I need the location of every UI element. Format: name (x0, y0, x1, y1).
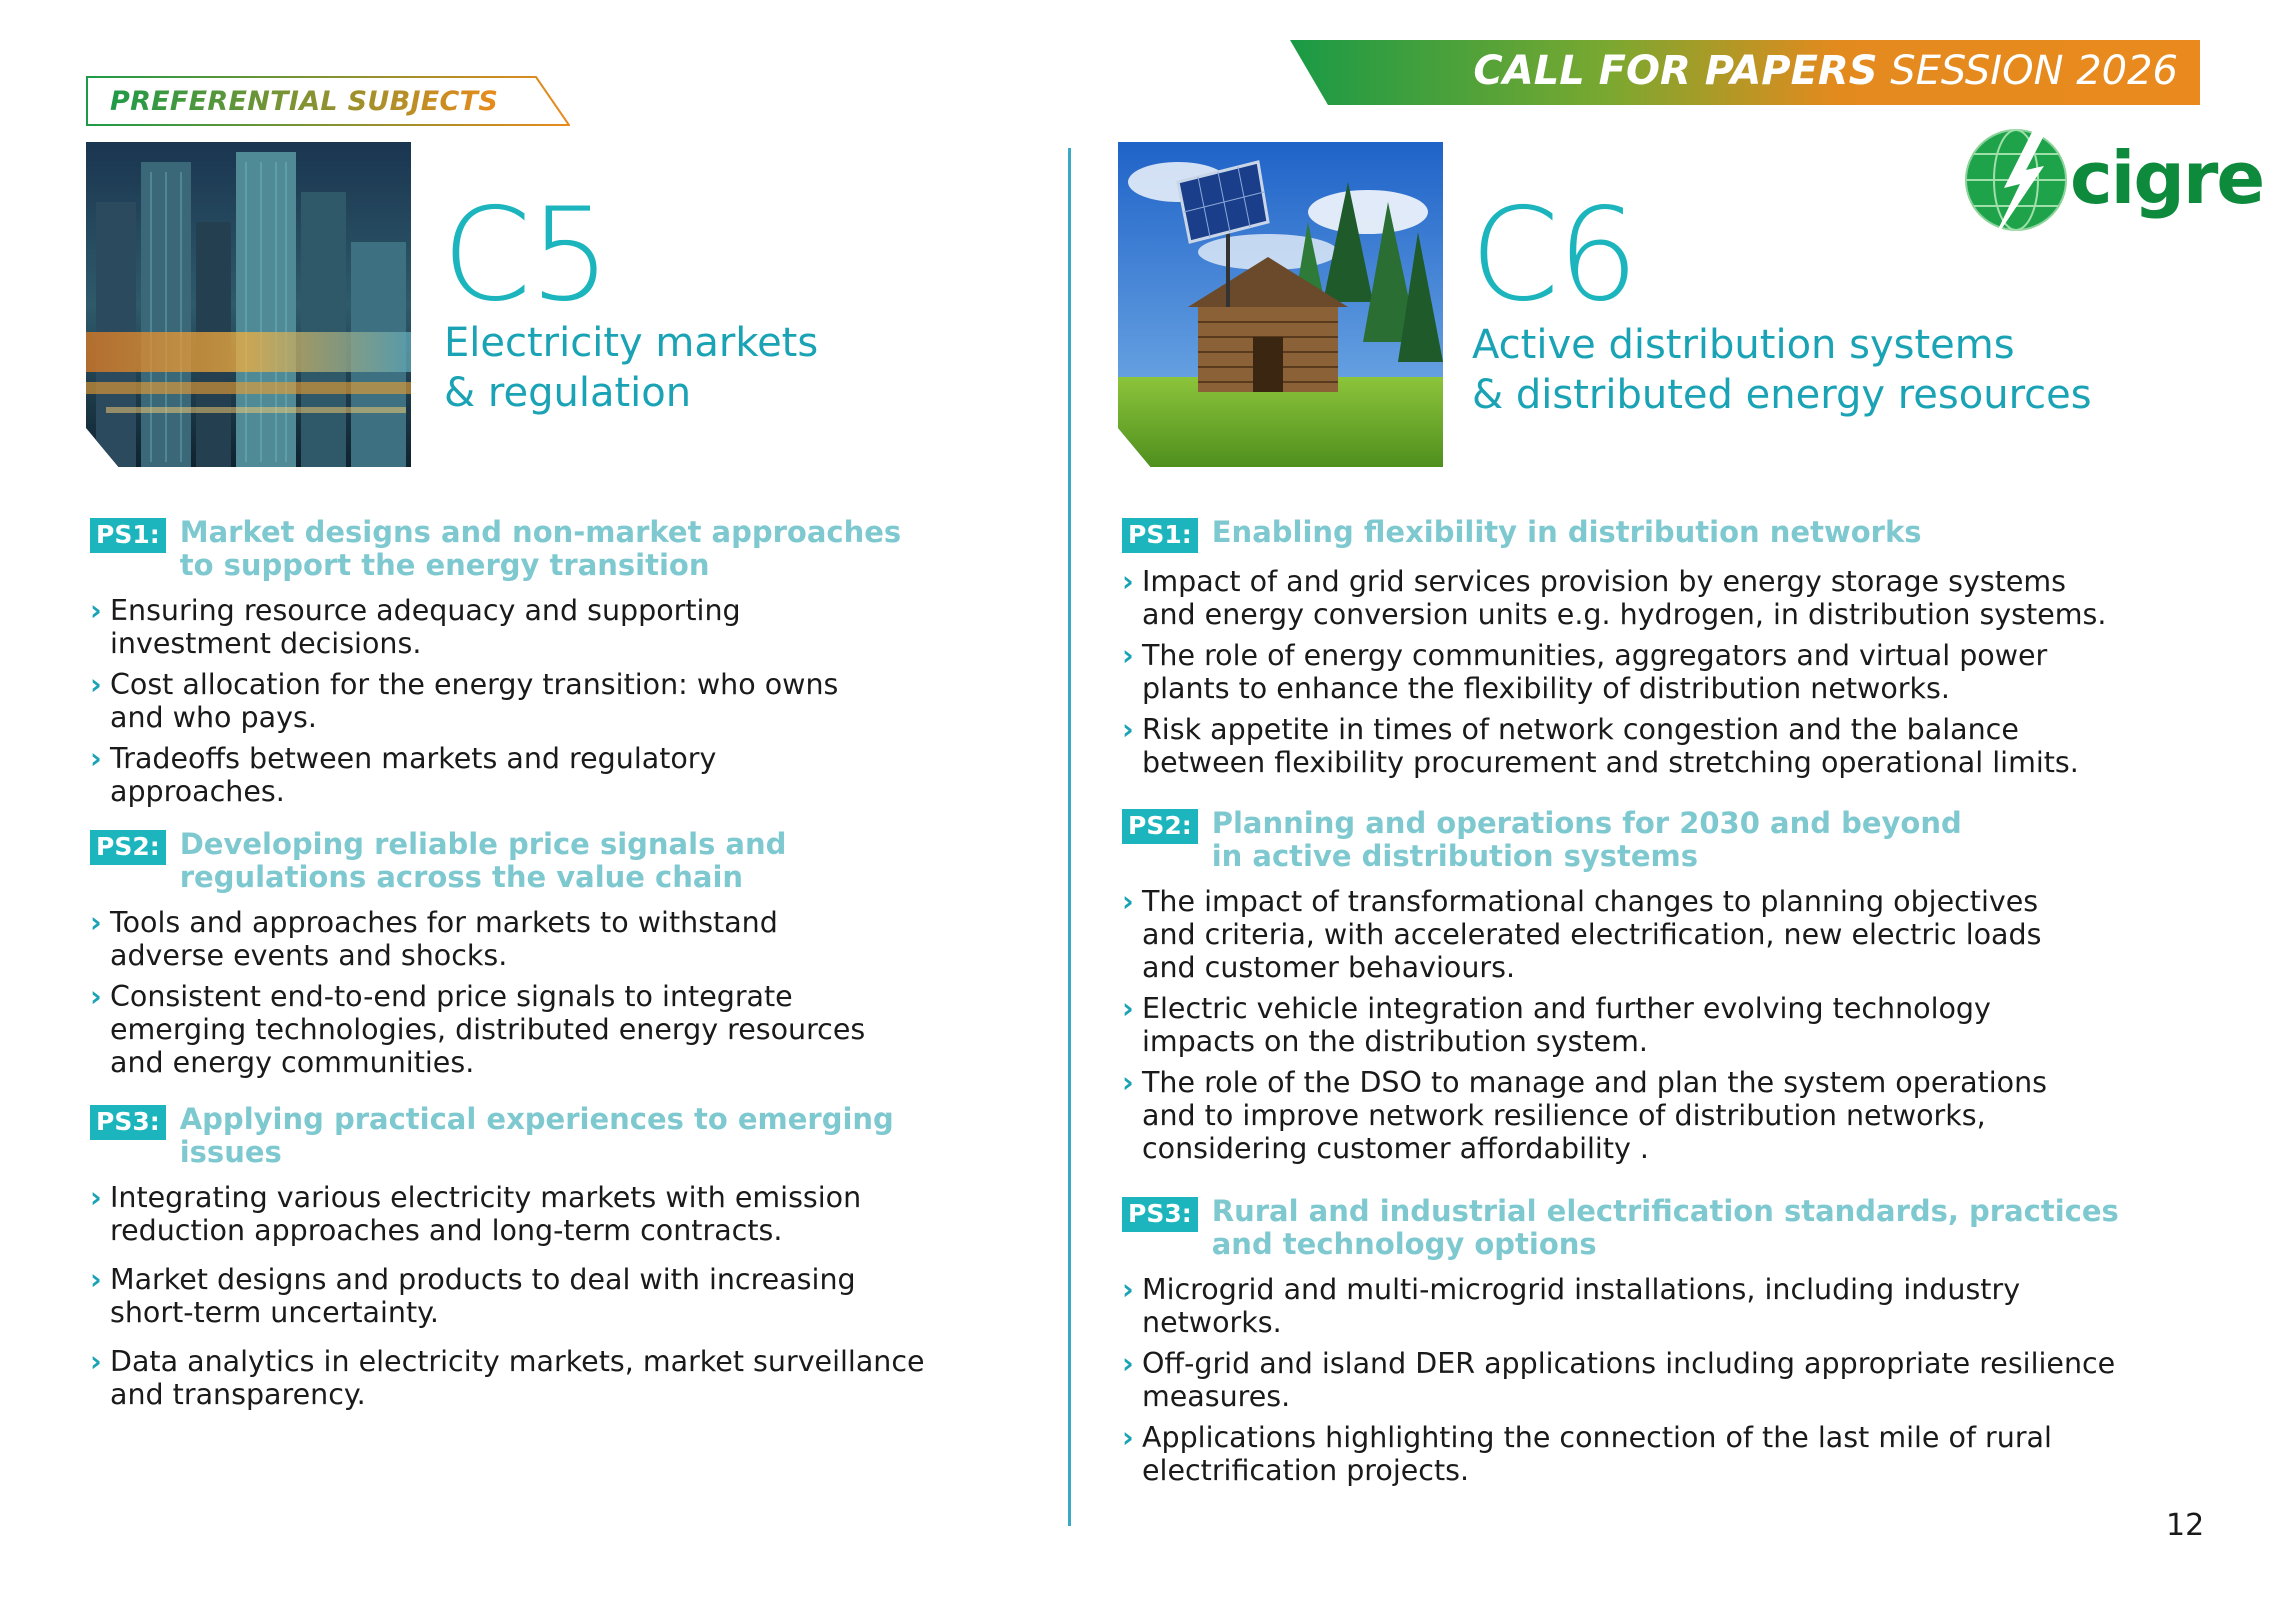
c6-topics (1122, 516, 2242, 1511)
list-item-text: The impact of transformational changes to planning objectives and criteria, with accelerated electrification, new electric loads and customer behaviours. (1142, 885, 2042, 984)
call-for-papers-text (1473, 48, 2178, 94)
chevron-right-icon: › (1122, 565, 1134, 598)
list-item-text: The role of the DSO to manage and plan the system operations and to improve network resilience of distribution networks, considering customer affordability . (1142, 1066, 2047, 1165)
chevron-right-icon: › (1122, 713, 1134, 746)
ps-header (90, 516, 1050, 582)
ps-title: Developing reliable price signals and regulations across the value chain (179, 827, 787, 894)
list-item-text: Risk appetite in times of network congestion and the balance between flexibility procurement and stretching operational limits. (1142, 713, 2079, 779)
list-item (90, 742, 1050, 808)
chevron-right-icon: › (90, 668, 102, 701)
ps-title: Enabling flexibility in distribution networks (1211, 515, 1922, 549)
chevron-right-icon: › (90, 1345, 102, 1378)
list-item (1122, 565, 2242, 631)
ps-header (90, 828, 1050, 894)
list-item-text: Tools and approaches for markets to withstand adverse events and shocks. (110, 906, 778, 972)
list-item-text: Tradeoffs between markets and regulatory approaches. (110, 742, 717, 808)
topic-list (90, 594, 1050, 808)
list-item-text: Data analytics in electricity markets, market surveillance and transparency. (110, 1345, 925, 1411)
list-item (1122, 1421, 2242, 1487)
ps-badge: PS3: (1122, 1197, 1198, 1232)
c5-subtitle-line1: Electricity markets (444, 320, 819, 366)
list-item-text: Applications highlighting the connection of the last mile of rural electrification projects. (1142, 1421, 2052, 1487)
list-item (1122, 1347, 2242, 1413)
cigre-wordmark: cigre (2070, 136, 2264, 220)
ps-title: Market designs and non-market approaches to support the energy transition (179, 515, 902, 582)
chevron-right-icon: › (1122, 885, 1134, 918)
ps-badge: PS1: (90, 518, 166, 553)
c6-cabin-solar-image (1118, 142, 1443, 467)
ps-badge: PS2: (1122, 809, 1198, 844)
topic-list (1122, 885, 2242, 1165)
list-item-text: Off-grid and island DER applications including appropriate resilience measures. (1142, 1347, 2116, 1413)
chevron-right-icon: › (90, 1263, 102, 1296)
ps-title: Rural and industrial electrification standards, practices and technology options (1211, 1194, 2119, 1261)
chevron-right-icon: › (1122, 1347, 1134, 1380)
list-item-text: Electric vehicle integration and further evolving technology impacts on the distribution system. (1142, 992, 1991, 1058)
c5-subtitle (444, 318, 818, 418)
c6-subtitle-line2: & distributed energy resources (1472, 372, 2092, 418)
topic-list (90, 1181, 1050, 1411)
c6-ps1 (1122, 516, 2242, 779)
ps-badge: PS2: (90, 830, 166, 865)
chevron-right-icon: › (90, 1181, 102, 1214)
city-skyline-picture (86, 142, 411, 467)
c6-code: C6 (1470, 181, 1637, 330)
c6-subtitle-line1: Active distribution systems (1472, 322, 2015, 368)
list-item (1122, 992, 2242, 1058)
ps-header (1122, 807, 2242, 873)
cigre-logo (1960, 118, 2264, 248)
chevron-right-icon: › (1122, 639, 1134, 672)
list-item (90, 906, 1050, 972)
list-item (90, 1345, 1050, 1411)
chevron-right-icon: › (1122, 992, 1134, 1025)
list-item (90, 1181, 1050, 1247)
column-divider (1068, 148, 1071, 1526)
c5-city-image (86, 142, 411, 467)
list-item (1122, 713, 2242, 779)
c5-topics (90, 516, 1050, 1435)
c5-ps3 (90, 1103, 1050, 1411)
topic-list (90, 906, 1050, 1079)
list-item (1122, 885, 2242, 984)
preferential-subjects-tag (86, 76, 570, 126)
cabin-solar-picture (1118, 142, 1443, 467)
list-item-text: Impact of and grid services provision by energy storage systems and energy conversion units e.g. hydrogen, in distribution systems. (1142, 565, 2107, 631)
ps-title: Applying practical experiences to emerging issues (179, 1102, 894, 1169)
ps-title: Planning and operations for 2030 and beyond in active distribution systems (1211, 806, 1962, 873)
c6-subtitle (1472, 320, 2092, 420)
list-item-text: Integrating various electricity markets with emission reduction approaches and long-term contracts. (110, 1181, 862, 1247)
list-item-text: Ensuring resource adequacy and supporting investment decisions. (110, 594, 741, 660)
list-item (90, 1263, 1050, 1329)
chevron-right-icon: › (1122, 1273, 1134, 1306)
topic-list (1122, 565, 2242, 779)
list-item-text: The role of energy communities, aggregators and virtual power plants to enhance the flexibility of distribution networks. (1142, 639, 2048, 705)
topic-list (1122, 1273, 2242, 1487)
ps-header (90, 1103, 1050, 1169)
c6-ps2 (1122, 807, 2242, 1165)
ps-header (1122, 1195, 2242, 1261)
chevron-right-icon: › (1122, 1421, 1134, 1454)
c5-subtitle-line2: & regulation (444, 370, 692, 416)
chevron-right-icon: › (90, 980, 102, 1013)
chevron-right-icon: › (90, 742, 102, 775)
chevron-right-icon: › (1122, 1066, 1134, 1099)
chevron-right-icon: › (90, 906, 102, 939)
preferential-subjects-label: PREFERENTIAL SUBJECTS (110, 86, 499, 117)
chevron-right-icon: › (90, 594, 102, 627)
list-item-text: Market designs and products to deal with increasing short-term uncertainty. (110, 1263, 856, 1329)
cfp-bold-text: CALL FOR PAPERS (1473, 48, 1878, 94)
c6-ps3 (1122, 1195, 2242, 1487)
ps-badge: PS1: (1122, 518, 1198, 553)
list-item (90, 668, 1050, 734)
list-item (1122, 1066, 2242, 1165)
list-item (90, 594, 1050, 660)
ps-badge: PS3: (90, 1105, 166, 1140)
c5-code: C5 (442, 181, 609, 330)
list-item-text: Cost allocation for the energy transition: who owns and who pays. (110, 668, 839, 734)
c5-ps2 (90, 828, 1050, 1079)
list-item (90, 980, 1050, 1079)
list-item (1122, 639, 2242, 705)
cfp-session-text: SESSION 2026 (1877, 48, 2178, 94)
list-item-text: Microgrid and multi-microgrid installations, including industry networks. (1142, 1273, 2021, 1339)
list-item (1122, 1273, 2242, 1339)
cigre-globe-icon (1960, 118, 2070, 248)
list-item-text: Consistent end-to-end price signals to integrate emerging technologies, distributed energy resources and energy communities. (110, 980, 866, 1079)
ps-header (1122, 516, 2242, 553)
call-for-papers-banner (1290, 40, 2200, 105)
c5-ps1 (90, 516, 1050, 808)
page-number: 12 (2166, 1508, 2205, 1543)
